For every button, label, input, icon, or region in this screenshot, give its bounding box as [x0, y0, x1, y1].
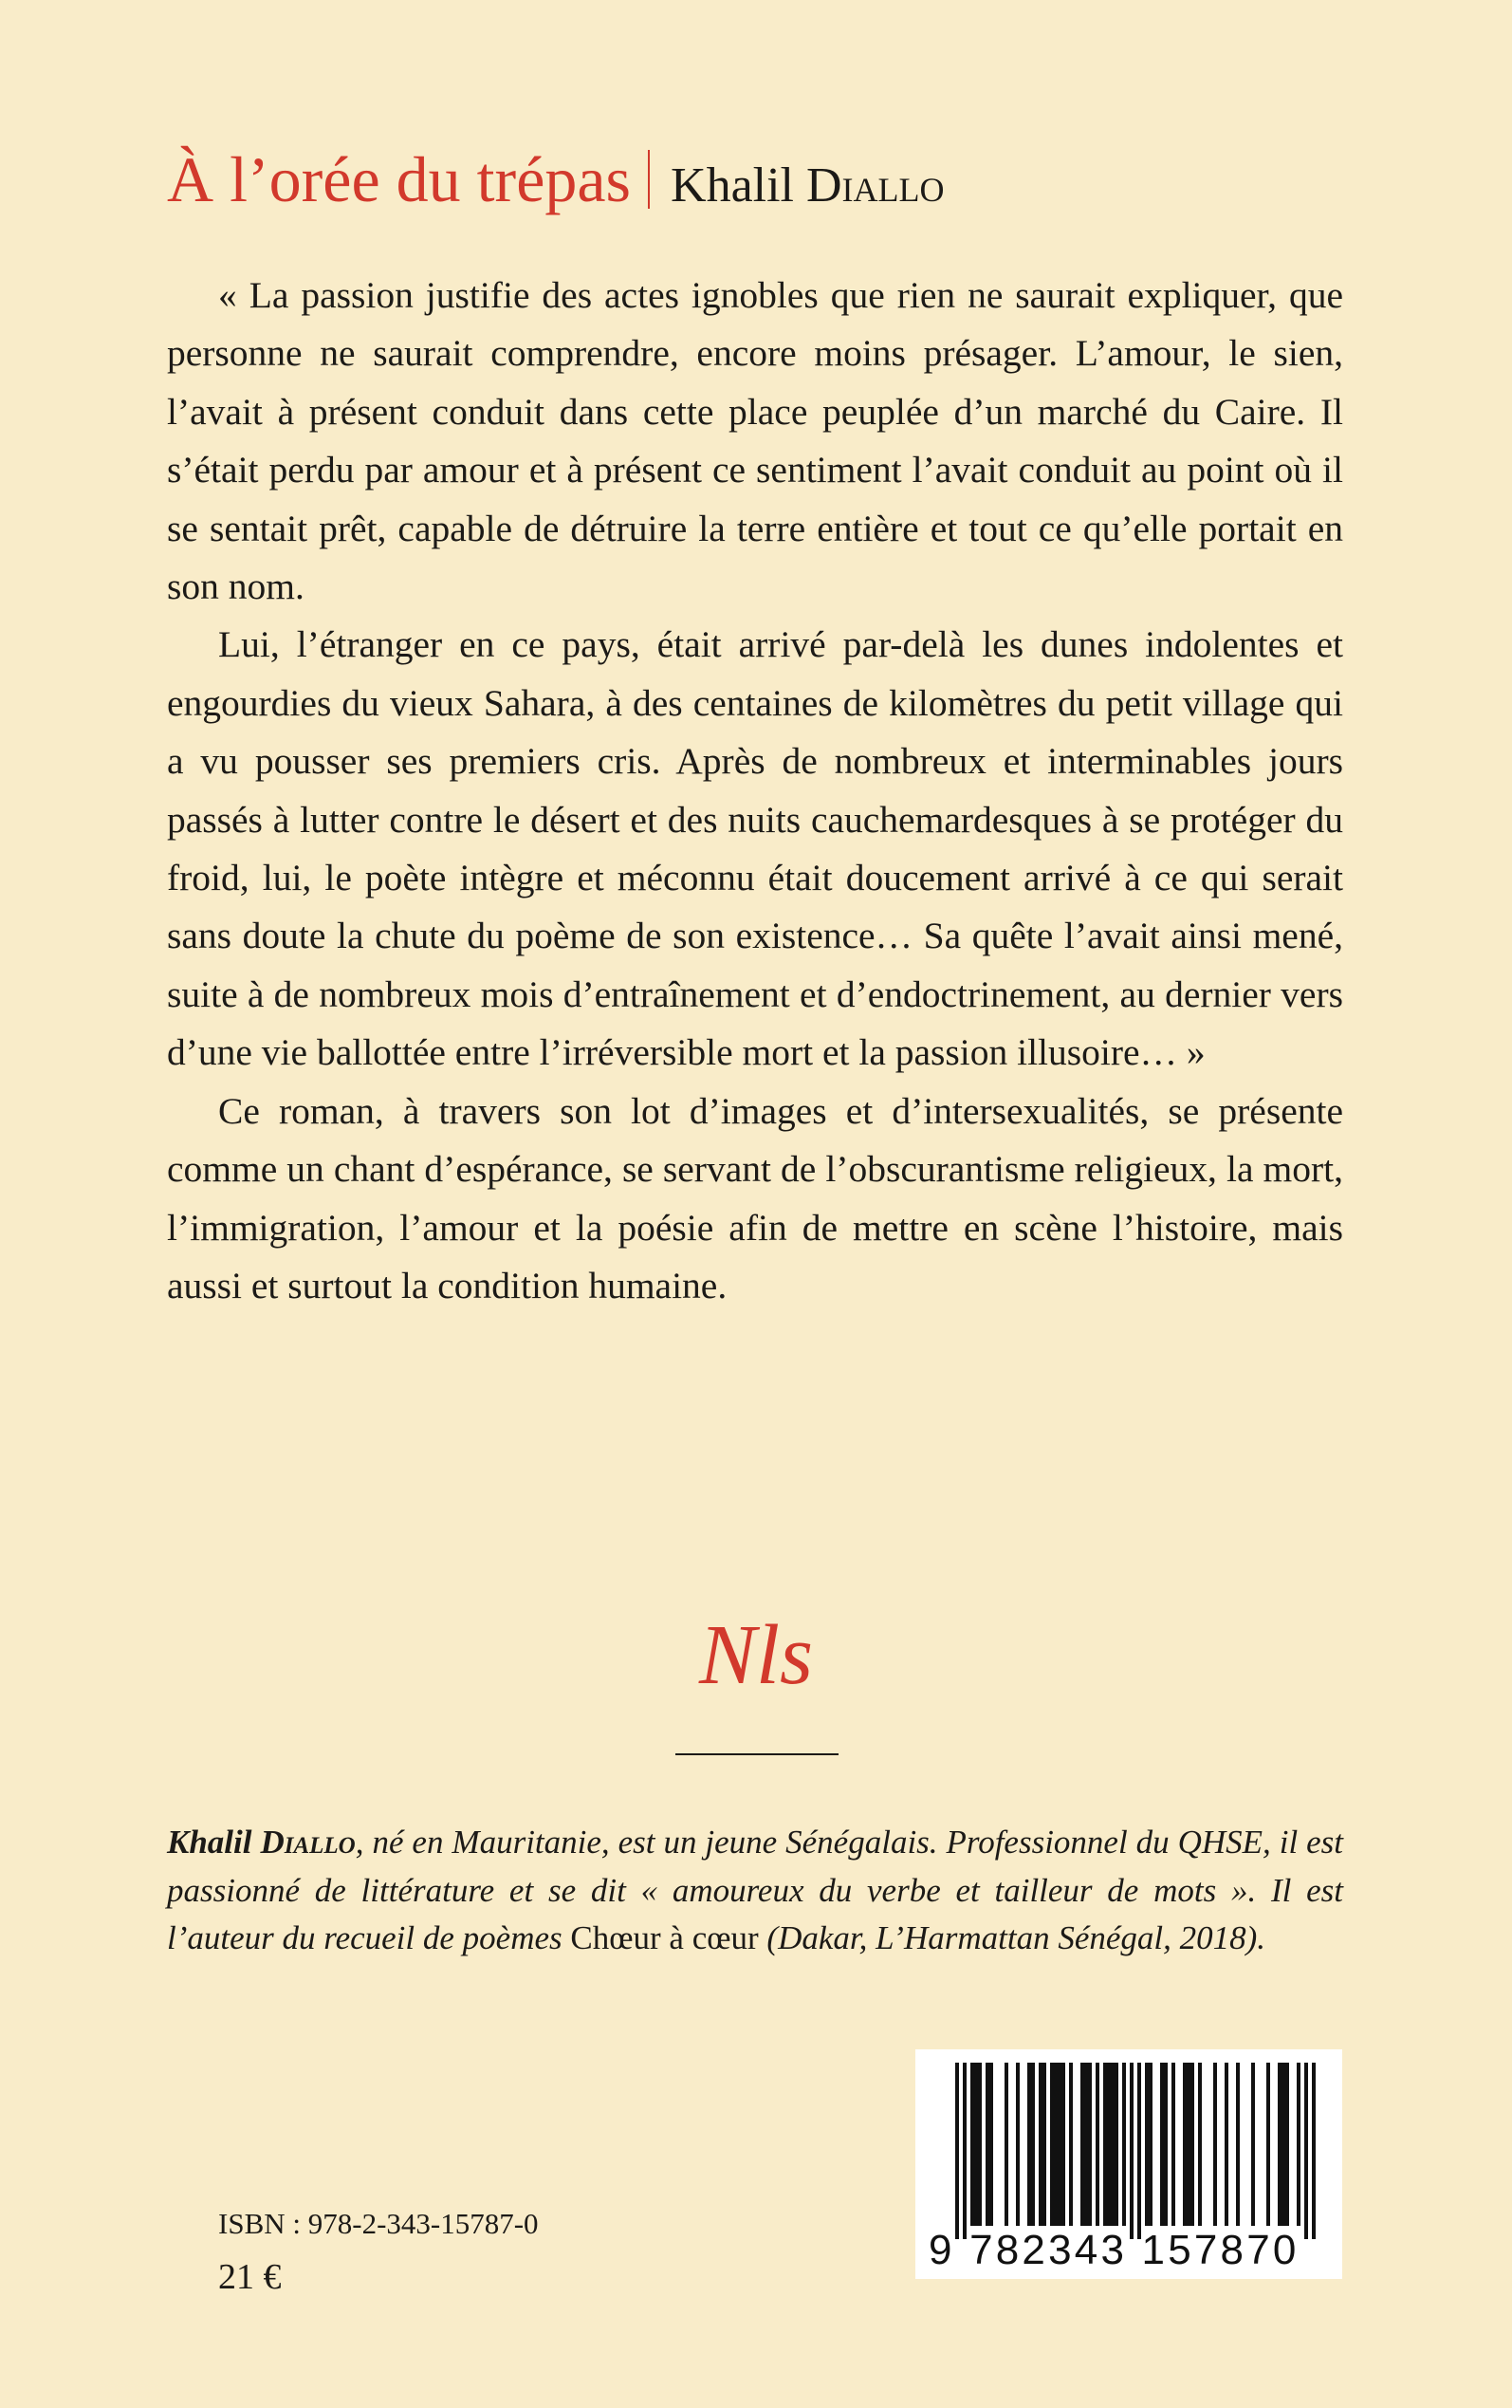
barcode-bar [1213, 2063, 1217, 2226]
barcode-bar [1285, 2063, 1289, 2226]
barcode-bar [1084, 2063, 1088, 2226]
bio-text-2: (Dakar, L’Harmattan Sénégal, 2018). [758, 1919, 1266, 1956]
barcode-bar [1225, 2063, 1228, 2226]
barcode-bar [1137, 2063, 1141, 2239]
barcode-bar [1282, 2063, 1285, 2226]
blurb-paragraph-1: « La passion justifie des actes ignobles que rien ne saurait expliquer, que personne ne saurait comprendre, encore moins présager. L’amour, le sien, l’avait à présent conduit dans cette place peuplée d’un marché du Caire. Il s’était perdu par amour et à présent ce sentiment l’avait conduit au point où il se sentait prêt, capable de détruire la terre entière et tout ce qu’elle portait en son nom. [167, 274, 1343, 608]
barcode-bar [1107, 2063, 1111, 2226]
bio-book-title: Chœur à cœur [570, 1919, 759, 1956]
barcode-bar [1149, 2063, 1152, 2226]
bio-author-last: Diallo [260, 1824, 356, 1861]
barcode-bar [1171, 2063, 1175, 2226]
barcode-bar [1304, 2063, 1308, 2239]
barcode-bar [974, 2063, 978, 2226]
header-author [671, 158, 945, 213]
blurb-paragraph-2: Lui, l’étranger en ce pays, était arrivé par-delà les dunes indolentes et engourdies du vieux Sahara, à des centaines de kilomètres du petit village qui a vu pousser ses premiers cris. Après de nombreux et interminables jours passés à lutter contre le désert et des nuits cauchemardesques à se protéger du froid, lui, le poète intègre et méconnu était doucement arrivé à ce qui serait sans doute la chute du poème de son existence… Sa quête l’avait ainsi mené, suite à de nombreux mois d’entraînement et d’endoctrinement, au dernier vers d’une vie ballottée entre l’irréversible mort et la passion illusoire… » [167, 623, 1343, 1074]
barcode-bar [978, 2063, 982, 2226]
barcode-bar [1016, 2063, 1020, 2226]
publisher-logo: Nls [698, 1608, 814, 1702]
barcode-bar [1190, 2063, 1194, 2226]
header-author-first: Khalil [671, 158, 794, 213]
blurb [167, 267, 1343, 1315]
barcode-bar [1039, 2063, 1042, 2226]
blurb-paragraph-3: Ce roman, à travers son lot d’images et d’intersexualités, se présente comme un chant d’espérance, se servant de l’obscurantisme religieux, la mort, l’immigration, l’amour et la poésie afin de mettre en scène l’histoire, mais aussi et surtout la condition humaine. [167, 1089, 1343, 1306]
isbn: ISBN : 978-2-343-15787-0 [218, 2207, 539, 2240]
barcode-bar [1005, 2063, 1008, 2226]
barcode-bar [1115, 2063, 1118, 2226]
barcode-bar [1027, 2063, 1031, 2226]
barcode-bar [1054, 2063, 1058, 2226]
bio-author-first: Khalil [167, 1824, 252, 1861]
barcode-bar [1058, 2063, 1061, 2226]
barcode-bar [1050, 2063, 1054, 2226]
barcode-bar [1183, 2063, 1187, 2226]
barcode-bar [1251, 2063, 1255, 2226]
barcode-bar [1061, 2063, 1065, 2226]
barcode-bar [1122, 2063, 1126, 2226]
barcode-bar [1088, 2063, 1092, 2226]
barcode-bar [986, 2063, 989, 2226]
barcode [915, 2049, 1342, 2279]
barcode-bar [1096, 2063, 1099, 2226]
price: 21 € [218, 2257, 282, 2297]
author-bio [167, 1819, 1343, 1963]
barcode-bar [989, 2063, 993, 2226]
barcode-bar [1080, 2063, 1084, 2226]
barcode-bar [1236, 2063, 1240, 2226]
barcode-bar [1278, 2063, 1282, 2226]
barcode-bar [1198, 2063, 1202, 2226]
barcode-bar [955, 2063, 959, 2239]
barcode-bar [1069, 2063, 1073, 2226]
barcode-bar [1111, 2063, 1115, 2226]
barcode-bar [1187, 2063, 1190, 2226]
barcode-bar [1103, 2063, 1107, 2226]
book-title: À l’orée du trépas [167, 143, 632, 215]
bio-text-1: , né en Mauritanie, est un jeune Sénégalais. Professionnel du QHSE, il est passionné de littérature et se dit « amoureux du verbe et tailleur de mots ». Il est l’auteur du recueil de poèmes [167, 1824, 1344, 1956]
barcode-bar [1312, 2063, 1316, 2239]
barcode-bar [1042, 2063, 1046, 2226]
barcode-bar [1130, 2063, 1134, 2239]
barcode-bar [963, 2063, 967, 2239]
barcode-bar [1297, 2063, 1300, 2226]
barcode-bar [1145, 2063, 1149, 2226]
header [167, 142, 945, 217]
barcode-bar [1160, 2063, 1164, 2226]
barcode-bar [1266, 2063, 1270, 2226]
logo-divider [675, 1753, 839, 1755]
header-author-last: Diallo [806, 158, 945, 213]
barcode-digits: 9 782343 157870 [929, 2227, 1300, 2273]
barcode-bar [1164, 2063, 1168, 2226]
title-separator [648, 150, 650, 209]
barcode-bar [1031, 2063, 1035, 2226]
barcode-bar [970, 2063, 974, 2226]
